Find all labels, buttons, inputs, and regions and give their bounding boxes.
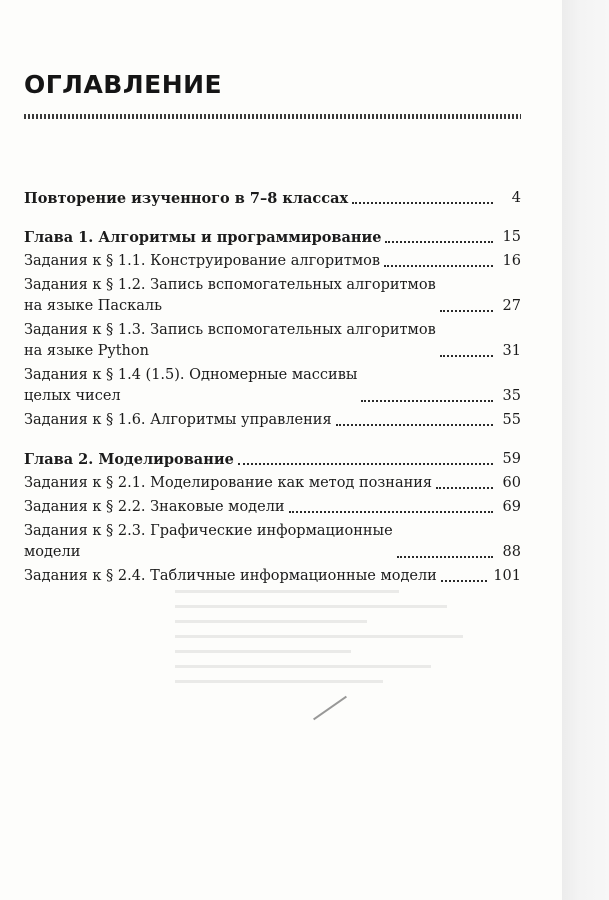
dot-leader xyxy=(238,463,493,465)
toc-entry-page: 16 xyxy=(502,253,521,269)
toc-entry-page: 55 xyxy=(502,412,521,428)
dot-leader xyxy=(352,202,493,204)
toc-entry-page: 31 xyxy=(502,343,521,359)
dot-leader xyxy=(436,487,493,489)
dot-leader xyxy=(440,310,493,312)
toc-entry-title: Задания к § 1.1. Конструирование алгоритмов xyxy=(24,253,381,269)
title-divider xyxy=(24,114,521,119)
show-through-text xyxy=(175,590,495,790)
toc-entry-page: 15 xyxy=(502,229,521,245)
toc-entry-task-1-3 xyxy=(24,320,521,362)
dot-leader xyxy=(289,511,493,513)
toc-entry-chapter-1 xyxy=(24,227,521,248)
toc-entry-page: 59 xyxy=(502,451,521,467)
table-of-contents xyxy=(24,188,521,590)
toc-entry-title: Глава 1. Алгоритмы и программирование xyxy=(24,229,382,246)
toc-entry-page: 88 xyxy=(502,544,521,560)
toc-entry-title: Задания к § 2.1. Моделирование как метод познания xyxy=(24,475,433,491)
toc-entry-page: 69 xyxy=(502,499,521,515)
toc-entry-task-1-4 xyxy=(24,365,521,407)
toc-entry-page: 60 xyxy=(502,475,521,491)
dot-leader xyxy=(384,265,493,267)
dot-leader xyxy=(336,424,493,426)
toc-entry-task-1-1 xyxy=(24,251,521,272)
dot-leader xyxy=(361,400,493,402)
dot-leader xyxy=(440,355,493,357)
toc-entry-page: 27 xyxy=(502,298,521,314)
toc-entry-review xyxy=(24,188,521,209)
toc-entry-task-2-3 xyxy=(24,521,521,563)
toc-entry-task-2-2 xyxy=(24,497,521,518)
toc-entry-title: Глава 2. Моделирование xyxy=(24,451,234,468)
toc-entry-task-1-2 xyxy=(24,275,521,317)
toc-entry-title: Повторение изученного в 7–8 классах xyxy=(24,190,349,207)
toc-entry-page: 101 xyxy=(493,568,521,584)
toc-entry-page: 4 xyxy=(511,190,521,206)
toc-entry-title: Задания к § 1.4 (1.5). Одномерные массивы целых чисел xyxy=(24,367,358,404)
toc-entry-task-2-4 xyxy=(24,566,521,587)
toc-entry-title: Задания к § 2.4. Табличные информационные модели xyxy=(24,568,437,584)
toc-entry-title: Задания к § 1.6. Алгоритмы управления xyxy=(24,412,332,428)
toc-entry-chapter-2 xyxy=(24,449,521,470)
toc-entry-page: 35 xyxy=(502,388,521,404)
toc-entry-title: Задания к § 2.3. Графические информационные модели xyxy=(24,523,393,560)
toc-entry-title: Задания к § 1.3. Запись вспомогательных алгоритмов на языке Python xyxy=(24,322,436,359)
toc-entry-title: Задания к § 2.2. Знаковые модели xyxy=(24,499,285,515)
dot-leader xyxy=(385,241,493,243)
toc-entry-task-2-1 xyxy=(24,473,521,494)
toc-entry-title: Задания к § 1.2. Запись вспомогательных алгоритмов на языке Паскаль xyxy=(24,277,436,314)
page-title: ОГЛАВЛЕНИЕ xyxy=(24,70,223,99)
dot-leader xyxy=(397,556,493,558)
toc-entry-task-1-6 xyxy=(24,410,521,431)
dot-leader xyxy=(441,580,487,582)
page-edge-shadow xyxy=(562,0,609,900)
